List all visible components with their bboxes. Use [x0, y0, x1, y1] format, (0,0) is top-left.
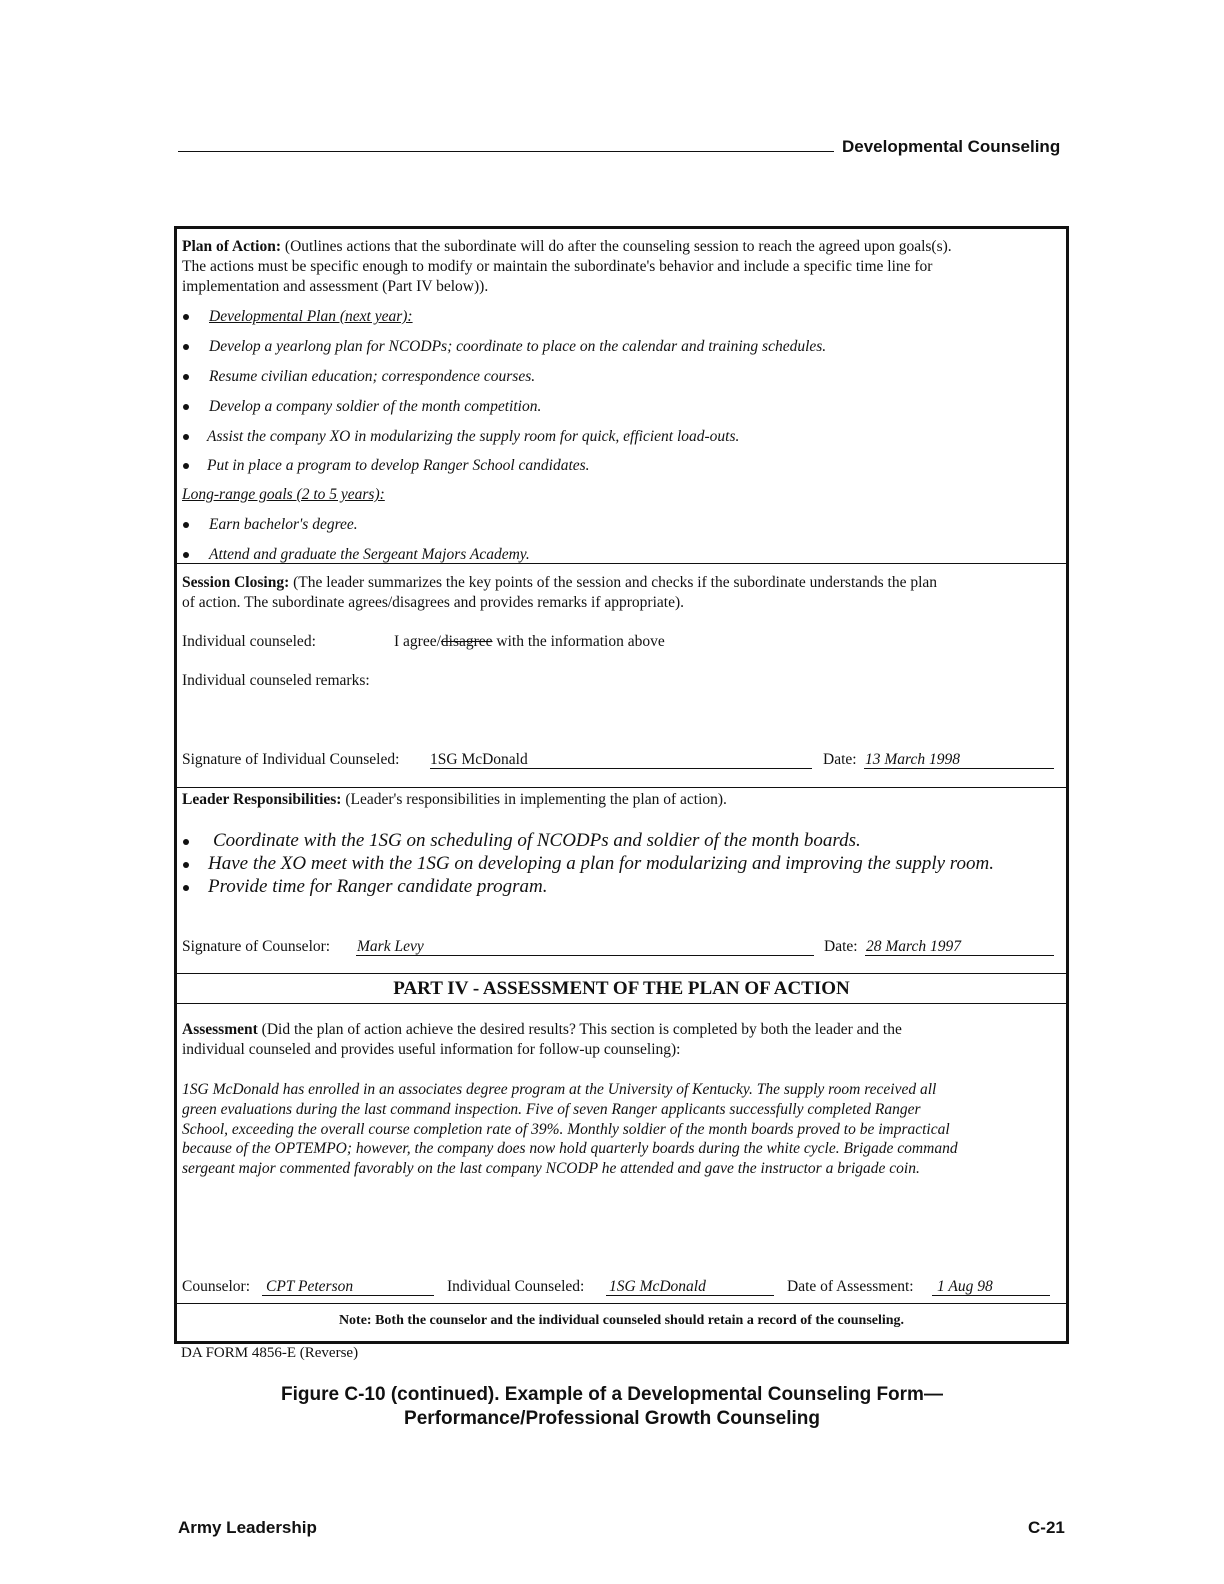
- session-closing-label: Session Closing:: [182, 574, 290, 591]
- dev-item: Put in place a program to develop Ranger School candidates.: [207, 457, 590, 474]
- long-item: Attend and graduate the Sergeant Majors Academy.: [209, 546, 530, 563]
- plan-of-action-intro-3: implementation and assessment (Part IV below)).: [182, 278, 489, 295]
- bullet-item: [183, 456, 1043, 476]
- remarks-label: Individual counseled remarks:: [182, 672, 370, 689]
- session-closing-text-1: (The leader summarizes the key points of the session and checks if the subordinate understands the plan: [289, 574, 938, 591]
- running-header-title: Developmental Counseling: [842, 137, 1061, 156]
- bullet-item: [183, 832, 1043, 854]
- long-range-heading: Long-range goals (2 to 5 years):: [182, 486, 385, 503]
- agree-text: I agree/: [394, 633, 441, 650]
- counseled-signature-value: 1SG McDonald: [430, 751, 528, 768]
- developmental-plan-heading: Developmental Plan (next year):: [209, 308, 413, 325]
- part-iv-title: PART IV - ASSESSMENT OF THE PLAN OF ACTION: [393, 978, 850, 999]
- leader-responsibilities-text: (Leader's responsibilities in implementing the plan of action).: [341, 791, 727, 808]
- individual-counseled-label: Individual counseled:: [182, 633, 316, 650]
- dev-item: Develop a company soldier of the month competition.: [209, 398, 542, 415]
- bullet-item: [183, 337, 1043, 357]
- assessment-individual-value: 1SG McDonald: [609, 1278, 706, 1295]
- dev-item: Assist the company XO in modularizing the supply room for quick, efficient load-outs.: [207, 428, 740, 445]
- dev-item: Resume civilian education; correspondence courses.: [209, 368, 536, 385]
- assessment-individual-label: Individual Counseled:: [447, 1278, 585, 1295]
- assessment-counselor-value: CPT Peterson: [266, 1278, 354, 1295]
- leader-responsibilities-label: Leader Responsibilities:: [182, 791, 342, 808]
- counselor-signature-value: Mark Levy: [357, 938, 424, 955]
- section-divider: [177, 1303, 1066, 1304]
- bullet-item: [183, 427, 1043, 447]
- date-line: [932, 1295, 1050, 1296]
- bullet-item: [183, 397, 1043, 417]
- leader-item: Coordinate with the 1SG on scheduling of NCODPs and soldier of the month boards.: [213, 830, 861, 851]
- leader-item: Provide time for Ranger candidate program.: [208, 876, 548, 897]
- figure-caption-line2: Performance/Professional Growth Counseling: [404, 1408, 820, 1429]
- section-divider: [177, 973, 1066, 974]
- plan-of-action-line1: [182, 237, 952, 257]
- session-closing-text-2: of action. The subordinate agrees/disagrees and provides remarks if appropriate).: [182, 594, 684, 611]
- session-closing-line1: [182, 573, 937, 593]
- assessment-text-1: (Did the plan of action achieve the desired results? This section is completed by both the leader and the: [257, 1021, 902, 1038]
- counselor-signature-label: Signature of Counselor:: [182, 938, 331, 955]
- bullet-item: [183, 878, 1043, 900]
- section-divider: [177, 787, 1066, 788]
- bullet-item: [183, 545, 1043, 565]
- section-divider: [177, 1003, 1066, 1004]
- leader-responsibilities-line: [182, 790, 727, 810]
- counseled-signature-label: Signature of Individual Counseled:: [182, 751, 400, 768]
- signature-line: [606, 1295, 774, 1296]
- footer-publication-title: Army Leadership: [178, 1518, 317, 1537]
- signature-line: [262, 1295, 434, 1296]
- agreement-statement: [394, 632, 665, 652]
- counseling-form: [174, 226, 1069, 1344]
- plan-of-action-intro-2: The actions must be specific enough to modify or maintain the subordinate's behavior and include a specific time line for: [182, 258, 933, 275]
- retention-note: Note: Both the counselor and the individual counseled should retain a record of the counseling.: [338, 1313, 905, 1328]
- disagree-text-struck: disagree: [440, 633, 493, 650]
- assessment-date-value: 1 Aug 98: [937, 1278, 993, 1295]
- assessment-narrative-line: School, exceeding the overall course completion rate of 39%. Monthly soldier of the month boards proved to be impractical: [182, 1121, 950, 1138]
- assessment-label: Assessment: [182, 1021, 258, 1038]
- long-item: Earn bachelor's degree.: [209, 516, 358, 533]
- assessment-narrative-line: 1SG McDonald has enrolled in an associates degree program at the University of Kentucky. The supply room received all: [182, 1081, 937, 1098]
- assessment-line1: [182, 1020, 902, 1040]
- bullet-item: [183, 855, 1043, 877]
- counselor-date-value: 28 March 1997: [866, 938, 961, 955]
- counseled-date-value: 13 March 1998: [865, 751, 960, 768]
- figure-caption-line1: Figure C-10 (continued). Example of a Developmental Counseling Form—: [281, 1384, 943, 1405]
- bullet-item: [183, 307, 1043, 327]
- assessment-narrative-line: sergeant major commented favorably on the last company NCODP he attended and gave the instructor a brigade coin.: [182, 1160, 920, 1177]
- assessment-counselor-label: Counselor:: [182, 1278, 251, 1295]
- signature-line: [356, 955, 814, 956]
- signature-line: [430, 768, 812, 769]
- footer-page-number: C-21: [1028, 1518, 1065, 1537]
- section-divider: [177, 563, 1066, 564]
- date-line: [865, 955, 1054, 956]
- assessment-text-2: individual counseled and provides useful information for follow-up counseling):: [182, 1041, 681, 1058]
- bullet-item: [183, 515, 1043, 535]
- date-line: [864, 768, 1054, 769]
- plan-of-action-label: Plan of Action:: [182, 238, 282, 255]
- agree-suffix: with the information above: [492, 633, 665, 650]
- assessment-narrative-line: because of the OPTEMPO; however, the company does now hold quarterly boards during the white cycle. Brigade command: [182, 1140, 958, 1157]
- header-rule: [178, 151, 834, 152]
- form-number: DA FORM 4856-E (Reverse): [181, 1345, 359, 1361]
- counselor-date-label: Date:: [824, 938, 858, 955]
- assessment-narrative-line: green evaluations during the last command inspection. Five of seven Ranger applicants successfully completed Ranger: [182, 1101, 921, 1118]
- assessment-date-label: Date of Assessment:: [787, 1278, 914, 1295]
- leader-item: Have the XO meet with the 1SG on developing a plan for modularizing and improving the supply room.: [208, 853, 994, 874]
- dev-item: Develop a yearlong plan for NCODPs; coordinate to place on the calendar and training schedules.: [209, 338, 827, 355]
- counseled-date-label: Date:: [823, 751, 857, 768]
- plan-of-action-intro-1: (Outlines actions that the subordinate will do after the counseling session to reach the agreed upon goals(s).: [281, 238, 952, 255]
- bullet-item: [183, 367, 1043, 387]
